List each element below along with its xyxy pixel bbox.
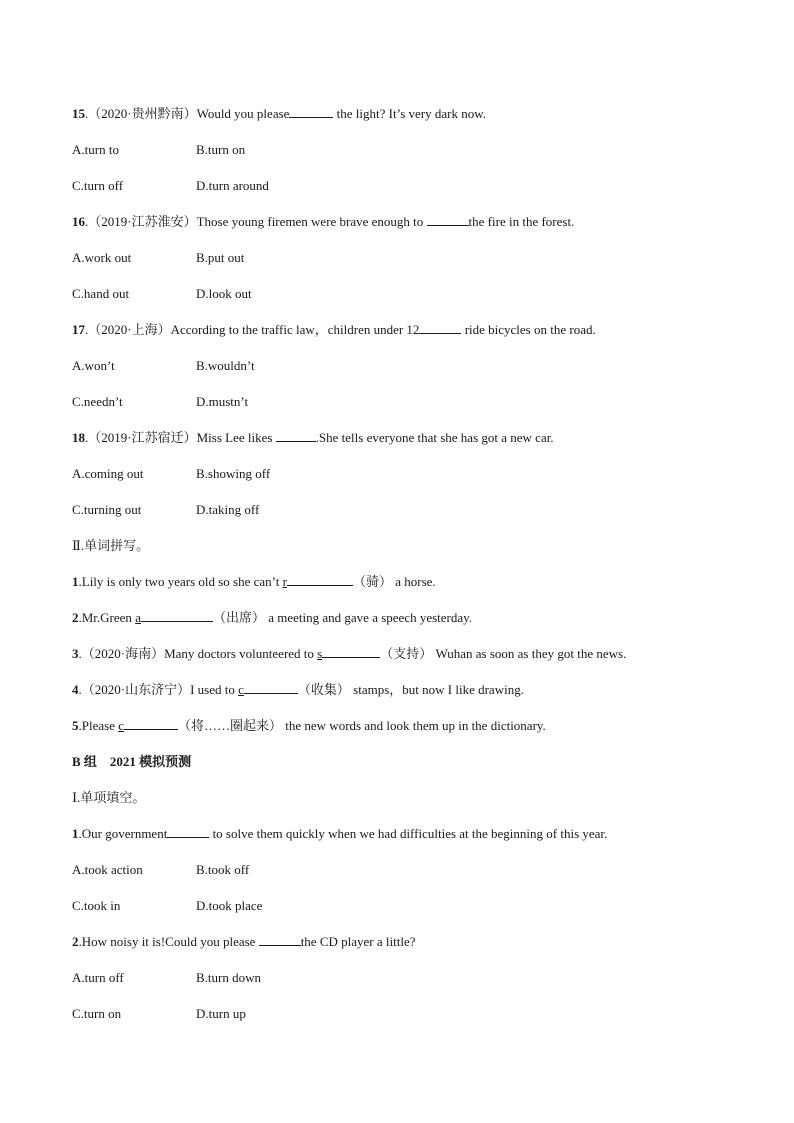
spelling-item-2 [72,608,472,628]
spelling-item-3 [72,644,626,664]
option-c[interactable]: C.needn’t [72,394,123,409]
answer-blank[interactable] [244,681,298,694]
question-stem: According to the traffic law，children under 12 [170,322,420,337]
question-stem: Would you please [196,106,290,121]
option-d[interactable]: D.look out [196,286,252,301]
initial-letter: c [238,682,244,697]
question-number: 17 [72,322,85,337]
answer-blank[interactable] [289,105,333,118]
question-stem: Those young firemen were brave enough to [196,214,427,229]
answer-blank[interactable] [167,825,209,838]
option-a[interactable]: A.won’t [72,358,115,373]
answer-blank[interactable] [322,645,380,658]
initial-letter: c [118,718,124,733]
initial-letter: s [317,646,323,661]
option-d[interactable]: D.took place [196,898,263,913]
question-number: 2 [72,934,79,949]
option-b[interactable]: B.turn on [196,142,246,157]
option-c[interactable]: C.took in [72,898,121,913]
answer-blank[interactable] [259,933,301,946]
item-stem-end: a meeting and gave a speech yesterday. [264,610,473,625]
option-a[interactable]: A.turn to [72,142,119,157]
answer-blank[interactable] [124,717,178,730]
question-17 [72,320,596,340]
item-stem-end: a horse. [391,574,436,589]
question-b2 [72,932,415,952]
initial-letter: r [282,574,287,589]
item-number: 3 [72,646,79,661]
item-stem: .Lily is only two years old so she can’t [78,574,283,589]
spelling-item-1 [72,572,436,592]
spelling-item-5 [72,716,546,736]
item-stem: .Mr.Green [78,610,136,625]
question-stem-end: .She tells everyone that she has got a new car. [315,430,554,445]
answer-blank[interactable] [419,321,461,334]
answer-blank[interactable] [427,213,469,226]
question-source: .（2020·上海） [85,322,171,337]
question-source: .（2019·江苏宿迁） [85,430,197,445]
option-d[interactable]: D.turn around [196,178,269,193]
item-number: 1 [72,574,79,589]
option-c[interactable]: C.turn off [72,178,124,193]
option-c[interactable]: C.turn on [72,1006,122,1021]
question-stem-end: the light? It’s very dark now. [333,106,487,121]
option-c[interactable]: C.turning out [72,502,142,517]
option-d[interactable]: D.taking off [196,502,260,517]
item-number: 2 [72,610,79,625]
item-number: 5 [72,718,79,733]
question-15 [72,104,486,124]
question-number: 15 [72,106,85,121]
chinese-hint: （支持） [380,646,433,661]
item-stem: .（2020·山东济宁）I used to [78,682,239,697]
section-heading-choice: Ⅰ.单项填空。 [72,790,146,805]
item-stem-end: Wuhan as soon as they got the news. [432,646,627,661]
question-stem: Miss Lee likes [196,430,276,445]
item-stem: .（2020·海南）Many doctors volunteered to [78,646,318,661]
question-18 [72,428,554,448]
option-d[interactable]: D.mustn’t [196,394,249,409]
option-c[interactable]: C.hand out [72,286,130,301]
chinese-hint: （骑） [352,574,392,589]
option-a[interactable]: A.turn off [72,970,124,985]
option-b[interactable]: B.showing off [196,466,271,481]
question-stem-end: the fire in the forest. [468,214,575,229]
item-number: 4 [72,682,79,697]
chinese-hint: （出席） [212,610,265,625]
question-stem: .How noisy it is!Could you please [78,934,259,949]
chinese-hint: （将……圈起来） [178,718,283,733]
answer-blank[interactable] [141,609,213,622]
option-a[interactable]: A.took action [72,862,143,877]
option-b[interactable]: B.put out [196,250,245,265]
option-b[interactable]: B.took off [196,862,250,877]
question-number: 16 [72,214,85,229]
item-stem-end: stamps，but now I like drawing. [349,682,524,697]
section-heading-spelling: Ⅱ.单词拼写。 [72,538,150,553]
initial-letter: a [135,610,141,625]
item-stem-end: the new words and look them up in the dictionary. [282,718,546,733]
question-number: 1 [72,826,79,841]
option-b[interactable]: B.turn down [196,970,261,985]
spelling-item-4 [72,680,524,700]
option-a[interactable]: A.coming out [72,466,144,481]
answer-blank[interactable] [276,429,316,442]
question-number: 18 [72,430,85,445]
question-source: .（2019·江苏淮安） [85,214,197,229]
question-stem-end: ride bicycles on the road. [461,322,596,337]
option-b[interactable]: B.wouldn’t [196,358,255,373]
answer-blank[interactable] [287,573,353,586]
option-d[interactable]: D.turn up [196,1006,246,1021]
option-a[interactable]: A.work out [72,250,132,265]
question-16 [72,212,574,232]
chinese-hint: （收集） [297,682,350,697]
question-source: .（2020·贵州黔南） [85,106,197,121]
question-stem-end: to solve them quickly when we had difficulties at the beginning of this year. [209,826,608,841]
question-stem-end: the CD player a little? [300,934,416,949]
group-b-heading: B 组 2021 模拟预测 [72,754,192,769]
question-stem: .Our government [78,826,168,841]
item-stem: .Please [78,718,119,733]
question-b1 [72,824,607,844]
